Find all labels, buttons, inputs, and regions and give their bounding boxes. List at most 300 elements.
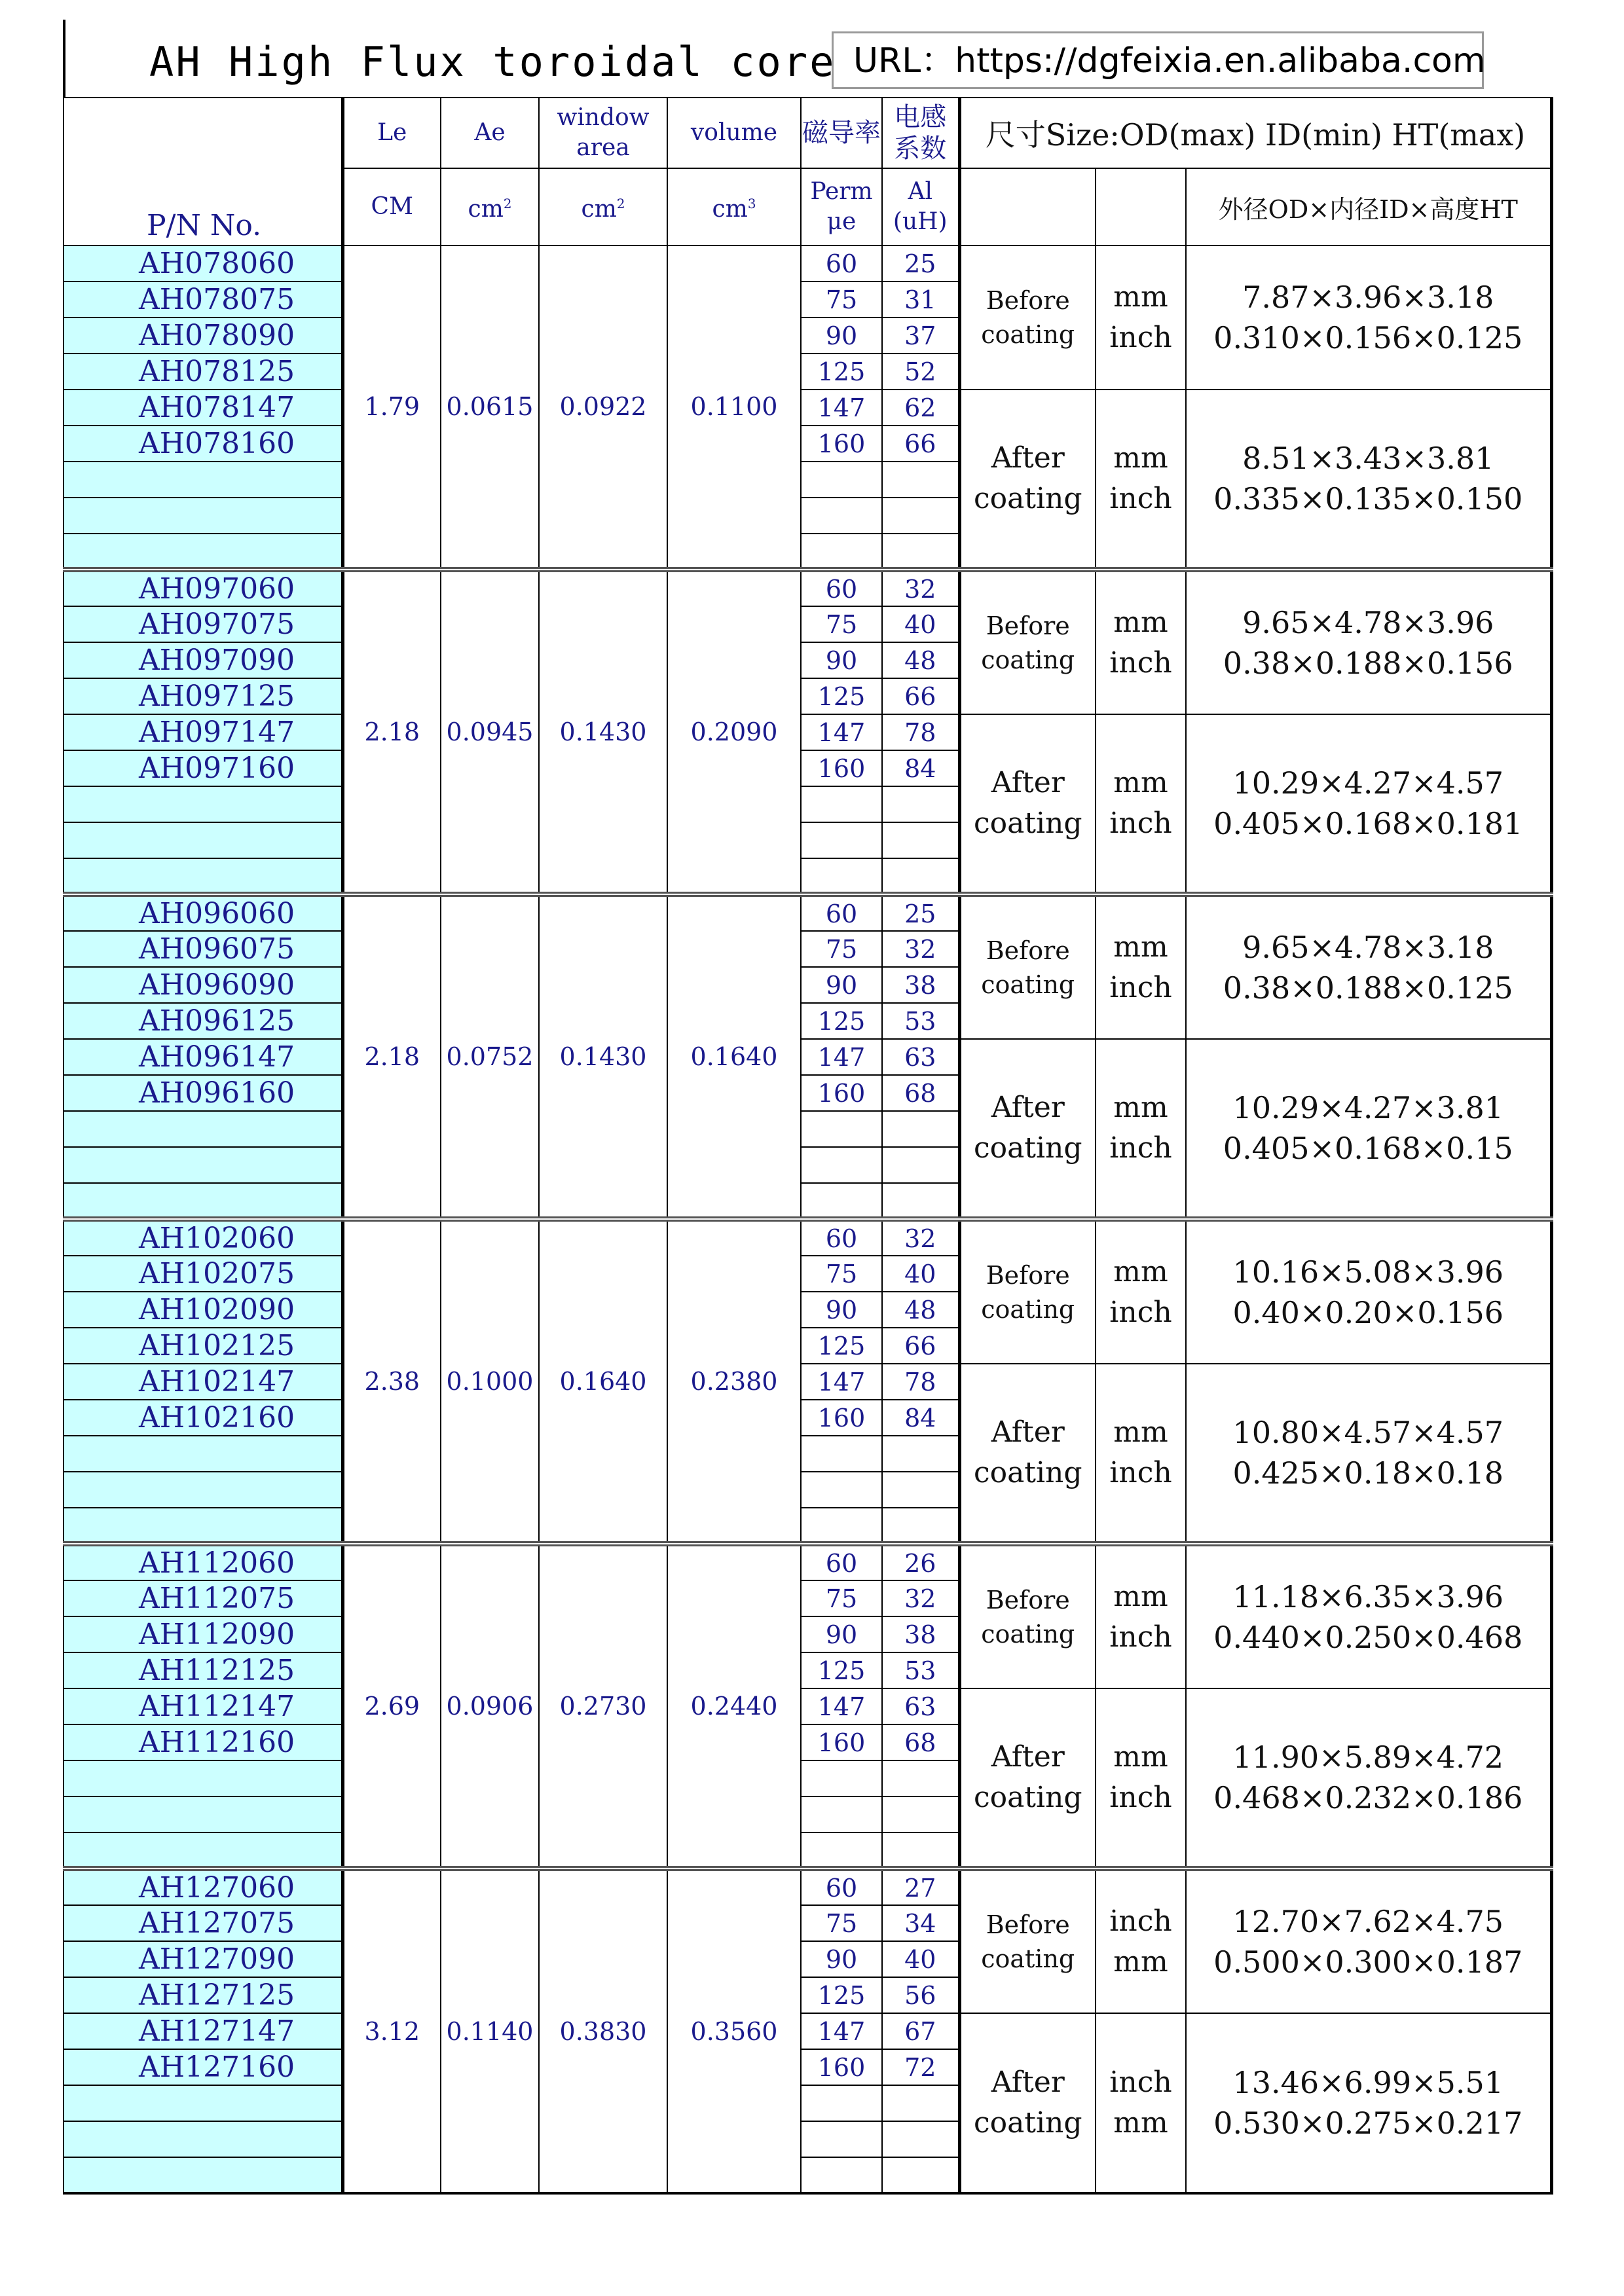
part-number: AH127125 [64,1977,342,2013]
before-unit-cell [1096,1868,1186,2013]
perm-value: 147 [801,390,882,426]
unit-secondary: inch [1109,1456,1172,1489]
header-row-1 [64,98,1551,168]
perm-value [801,786,882,822]
al-value: 63 [882,1688,959,1724]
after-unit-cell [1096,1688,1186,1868]
le-value: 1.79 [342,246,441,570]
part-number: AH097125 [64,678,342,714]
part-number: AH096075 [64,931,342,967]
part-number: AH096147 [64,1039,342,1075]
part-number: AH078160 [64,426,342,462]
perm-value [801,2157,882,2193]
al-value: 25 [882,246,959,282]
al-value: 66 [882,678,959,714]
al-value [882,1796,959,1832]
after-unit-cell [1096,1039,1186,1219]
before-coating-label: Before coating [959,246,1096,390]
after-unit-cell [1096,714,1186,894]
dimension-line-1: 10.80×4.57×4.57 [1232,1415,1504,1450]
perm-value: 147 [801,1039,882,1075]
part-number: AH102090 [64,1292,342,1328]
perm-value: 125 [801,1652,882,1688]
perm-value [801,1436,882,1472]
perm-value [801,1508,882,1544]
dimension-line-1: 7.87×3.96×3.18 [1242,280,1494,315]
al-value: 84 [882,750,959,786]
perm-value: 160 [801,426,882,462]
before-unit-cell [1096,1544,1186,1688]
al-value: 32 [882,570,959,606]
part-number [64,786,342,822]
al-value [882,1508,959,1544]
perm-value [801,534,882,570]
header-ae: Ae [441,98,539,168]
perm-value: 75 [801,1256,882,1292]
part-number: AH078090 [64,318,342,354]
after-dimension-cell [1186,2013,1551,2193]
unit-primary: inch [1109,2066,1172,2099]
volume-value: 0.2380 [667,1219,801,1544]
unit-secondary: inch [1109,1620,1172,1654]
before-dimension-cell [1186,246,1551,390]
al-value: 48 [882,1292,959,1328]
dimension-line-2: 0.335×0.135×0.150 [1213,481,1523,517]
part-number [64,1436,342,1472]
perm-value: 125 [801,1977,882,2013]
part-number: AH127090 [64,1941,342,1977]
le-value: 2.18 [342,570,441,894]
perm-value [801,1111,882,1147]
window-area-value: 0.2730 [539,1544,667,1868]
before-dimension-cell [1186,1219,1551,1364]
unit-primary: mm [1113,606,1168,639]
spec-table [63,97,1553,2195]
al-value: 26 [882,1544,959,1580]
perm-value: 75 [801,931,882,967]
table-row [64,570,1551,606]
al-value: 40 [882,1256,959,1292]
part-number: AH102075 [64,1256,342,1292]
after-unit-cell [1096,1364,1186,1544]
al-value: 67 [882,2013,959,2049]
perm-value [801,858,882,894]
after-coating-label: After coating [959,1688,1096,1868]
before-unit-cell [1096,1219,1186,1364]
part-number: AH102160 [64,1400,342,1436]
part-number: AH096060 [64,894,342,931]
al-value: 38 [882,1616,959,1652]
before-dimension-cell [1186,570,1551,714]
table-row [64,246,1551,282]
table-row [64,2013,1551,2049]
al-value: 72 [882,2049,959,2085]
dimension-line-1: 11.18×6.35×3.96 [1232,1579,1504,1614]
al-value [882,1472,959,1508]
part-number: AH078075 [64,282,342,318]
perm-value: 90 [801,1616,882,1652]
perm-value: 125 [801,1003,882,1039]
table-row [64,1544,1551,1580]
before-coating-label: Before coating [959,1868,1096,2013]
part-number: AH097160 [64,750,342,786]
header-le-unit: CM [342,168,441,246]
part-number [64,1472,342,1508]
before-dimension-cell [1186,1544,1551,1688]
perm-value [801,462,882,498]
after-dimension-cell [1186,1688,1551,1868]
perm-value [801,1183,882,1219]
al-value: 34 [882,1905,959,1941]
al-value: 78 [882,1364,959,1400]
al-value [882,1183,959,1219]
perm-value [801,822,882,858]
dimension-line-1: 10.29×4.27×3.81 [1232,1090,1504,1125]
dimension-line-1: 10.16×5.08×3.96 [1232,1254,1504,1290]
perm-value [801,2121,882,2157]
before-coating-label: Before coating [959,1219,1096,1364]
table-row [64,714,1551,750]
unit-secondary: mm [1113,2106,1168,2140]
table-row [64,390,1551,426]
unit-primary: mm [1113,1091,1168,1124]
perm-value: 160 [801,1075,882,1111]
al-value [882,1436,959,1472]
header-perm: Perm μe [801,168,882,246]
header-ae-unit: $cm^2$ [441,168,539,246]
al-value: 52 [882,354,959,390]
perm-value: 125 [801,1328,882,1364]
part-number: AH112090 [64,1616,342,1652]
spec-table-body [64,98,1551,2193]
part-number: AH078060 [64,246,342,282]
perm-value: 75 [801,1905,882,1941]
unit-secondary: inch [1109,1131,1172,1165]
unit-primary: mm [1113,1740,1168,1774]
dimension-line-2: 0.405×0.168×0.15 [1223,1131,1513,1166]
part-number: AH096125 [64,1003,342,1039]
after-unit-cell [1096,390,1186,570]
al-value: 63 [882,1039,959,1075]
al-value [882,858,959,894]
part-number [64,2085,342,2121]
part-number [64,1183,342,1219]
part-number: AH096160 [64,1075,342,1111]
header-al: Al (uH) [882,168,959,246]
le-value: 2.38 [342,1219,441,1544]
perm-value: 125 [801,354,882,390]
table-row [64,894,1551,931]
perm-value: 147 [801,2013,882,2049]
al-value: 66 [882,1328,959,1364]
part-number: AH112125 [64,1652,342,1688]
header-window-unit: $cm^2$ [539,168,667,246]
al-value: 38 [882,967,959,1003]
ae-value: 0.1000 [441,1219,539,1544]
al-value: 31 [882,282,959,318]
perm-value: 125 [801,678,882,714]
al-value: 32 [882,931,959,967]
before-unit-cell [1096,246,1186,390]
after-dimension-cell [1186,1364,1551,1544]
window-area-value: 0.1430 [539,894,667,1219]
al-value [882,2121,959,2157]
al-value: 40 [882,1941,959,1977]
after-coating-label: After coating [959,2013,1096,2193]
dimension-line-1: 10.29×4.27×4.57 [1232,765,1504,801]
part-number: AH102060 [64,1219,342,1256]
part-number [64,462,342,498]
unit-primary: mm [1113,1580,1168,1613]
perm-value: 147 [801,1688,882,1724]
unit-secondary: inch [1109,971,1172,1004]
header-blank-1 [959,168,1096,246]
dimension-line-1: 12.70×7.62×4.75 [1232,1904,1504,1939]
header-window: window area [539,98,667,168]
part-number [64,1796,342,1832]
perm-value [801,1832,882,1868]
perm-value [801,2085,882,2121]
table-row [64,1688,1551,1724]
perm-value [801,1796,882,1832]
al-value: 78 [882,714,959,750]
al-value [882,534,959,570]
perm-value: 75 [801,282,882,318]
al-value: 66 [882,426,959,462]
part-number: AH102125 [64,1328,342,1364]
al-value: 53 [882,1003,959,1039]
header-size-cn: 外径OD×内径ID×高度HT [1186,168,1551,246]
part-number: AH097147 [64,714,342,750]
header-al-cn: 电感系数 [882,98,959,168]
perm-value: 75 [801,1580,882,1616]
al-value: 53 [882,1652,959,1688]
al-value: 32 [882,1580,959,1616]
table-row [64,1219,1551,1256]
perm-value: 160 [801,1400,882,1436]
part-number: AH078147 [64,390,342,426]
after-dimension-cell [1186,714,1551,894]
volume-value: 0.2440 [667,1544,801,1868]
after-dimension-cell [1186,390,1551,570]
part-number: AH127075 [64,1905,342,1941]
table-row [64,1868,1551,1905]
al-value: 25 [882,894,959,931]
part-number [64,1111,342,1147]
part-number: AH127060 [64,1868,342,1905]
header-pn: P/N No. [64,98,342,246]
header-volume-unit: $cm^3$ [667,168,801,246]
al-value: 68 [882,1075,959,1111]
le-value: 2.18 [342,894,441,1219]
header-volume: volume [667,98,801,168]
after-coating-label: After coating [959,390,1096,570]
perm-value: 90 [801,967,882,1003]
after-coating-label: After coating [959,1364,1096,1544]
ae-value: 0.0615 [441,246,539,570]
perm-value: 90 [801,1292,882,1328]
al-value [882,462,959,498]
dimension-line-1: 9.65×4.78×3.96 [1242,605,1494,640]
part-number [64,1508,342,1544]
al-value [882,1760,959,1796]
dimension-line-2: 0.40×0.20×0.156 [1232,1295,1504,1330]
part-number: AH112060 [64,1544,342,1580]
ae-value: 0.0906 [441,1544,539,1868]
part-number: AH127160 [64,2049,342,2085]
part-number: AH097060 [64,570,342,606]
before-dimension-cell [1186,1868,1551,2013]
header-perm-cn: 磁导率 [801,98,882,168]
after-coating-label: After coating [959,1039,1096,1219]
volume-value: 0.1100 [667,246,801,570]
part-number [64,2121,342,2157]
dimension-line-2: 0.425×0.18×0.18 [1232,1455,1504,1491]
dimension-line-2: 0.38×0.188×0.125 [1223,970,1513,1006]
al-value: 27 [882,1868,959,1905]
part-number: AH102147 [64,1364,342,1400]
part-number [64,1760,342,1796]
url-box: URL：https://dgfeixia.en.alibaba.com [832,31,1484,89]
al-value [882,786,959,822]
unit-primary: mm [1113,441,1168,475]
dimension-line-2: 0.500×0.300×0.187 [1213,1944,1523,1980]
after-unit-cell [1096,2013,1186,2193]
al-value: 56 [882,1977,959,2013]
part-number: AH097090 [64,642,342,678]
dimension-line-1: 9.65×4.78×3.18 [1242,930,1494,965]
unit-primary: mm [1113,1255,1168,1288]
perm-value: 60 [801,246,882,282]
before-coating-label: Before coating [959,570,1096,714]
window-area-value: 0.3830 [539,1868,667,2193]
ae-value: 0.1140 [441,1868,539,2193]
part-number: AH096090 [64,967,342,1003]
perm-value: 60 [801,570,882,606]
table-row [64,1364,1551,1400]
al-value: 37 [882,318,959,354]
unit-secondary: inch [1109,807,1172,840]
dimension-line-2: 0.38×0.188×0.156 [1223,646,1513,681]
header-blank-2 [1096,168,1186,246]
unit-primary: mm [1113,1415,1168,1449]
window-area-value: 0.0922 [539,246,667,570]
unit-primary: inch [1109,1904,1172,1938]
le-value: 3.12 [342,1868,441,2193]
unit-secondary: mm [1113,1945,1168,1978]
al-value: 84 [882,1400,959,1436]
unit-secondary: inch [1109,321,1172,354]
al-value [882,1147,959,1183]
al-value [882,498,959,534]
part-number: AH112147 [64,1688,342,1724]
perm-value [801,1147,882,1183]
dimension-line-1: 8.51×3.43×3.81 [1242,441,1494,476]
part-number: AH078125 [64,354,342,390]
al-value: 48 [882,642,959,678]
perm-value [801,498,882,534]
al-value [882,1832,959,1868]
perm-value: 90 [801,318,882,354]
al-value [882,2085,959,2121]
al-value: 40 [882,606,959,642]
before-unit-cell [1096,570,1186,714]
part-number: AH112160 [64,1724,342,1760]
al-value: 62 [882,390,959,426]
perm-value: 147 [801,714,882,750]
dimension-line-1: 13.46×6.99×5.51 [1232,2065,1504,2100]
le-value: 2.69 [342,1544,441,1868]
al-value: 32 [882,1219,959,1256]
ae-value: 0.0752 [441,894,539,1219]
perm-value: 160 [801,2049,882,2085]
perm-value [801,1760,882,1796]
part-number [64,534,342,570]
before-coating-label: Before coating [959,1544,1096,1688]
al-value: 68 [882,1724,959,1760]
unit-primary: mm [1113,930,1168,964]
window-area-value: 0.1640 [539,1219,667,1544]
unit-secondary: inch [1109,646,1172,680]
part-number [64,1147,342,1183]
perm-value: 160 [801,1724,882,1760]
part-number: AH112075 [64,1580,342,1616]
perm-value: 90 [801,642,882,678]
after-coating-label: After coating [959,714,1096,894]
page-title: AH High Flux toroidal core [149,38,836,86]
dimension-line-2: 0.405×0.168×0.181 [1213,806,1523,841]
dimension-line-2: 0.468×0.232×0.186 [1213,1780,1523,1815]
perm-value: 75 [801,606,882,642]
volume-value: 0.2090 [667,570,801,894]
perm-value: 60 [801,1544,882,1580]
perm-value: 60 [801,894,882,931]
perm-value: 160 [801,750,882,786]
perm-value [801,1472,882,1508]
perm-value: 60 [801,1868,882,1905]
part-number: AH127147 [64,2013,342,2049]
ae-value: 0.0945 [441,570,539,894]
unit-secondary: inch [1109,1781,1172,1814]
part-number [64,822,342,858]
before-coating-label: Before coating [959,894,1096,1039]
table-row [64,1039,1551,1075]
title-rule [63,20,65,97]
dimension-line-2: 0.310×0.156×0.125 [1213,320,1523,355]
dimension-line-2: 0.440×0.250×0.468 [1213,1620,1523,1655]
part-number [64,1832,342,1868]
dimension-line-2: 0.530×0.275×0.217 [1213,2105,1523,2141]
al-value [882,2157,959,2193]
unit-secondary: inch [1109,482,1172,515]
dimension-line-1: 11.90×5.89×4.72 [1232,1740,1504,1775]
perm-value: 147 [801,1364,882,1400]
perm-value: 60 [801,1219,882,1256]
part-number [64,858,342,894]
part-number [64,2157,342,2193]
volume-value: 0.1640 [667,894,801,1219]
before-dimension-cell [1186,894,1551,1039]
part-number: AH097075 [64,606,342,642]
unit-primary: mm [1113,280,1168,314]
al-value [882,822,959,858]
header-size: 尺寸Size:OD(max) ID(min) HT(max) [959,98,1551,168]
part-number [64,498,342,534]
before-unit-cell [1096,894,1186,1039]
header-le: Le [342,98,441,168]
after-dimension-cell [1186,1039,1551,1219]
perm-value: 90 [801,1941,882,1977]
